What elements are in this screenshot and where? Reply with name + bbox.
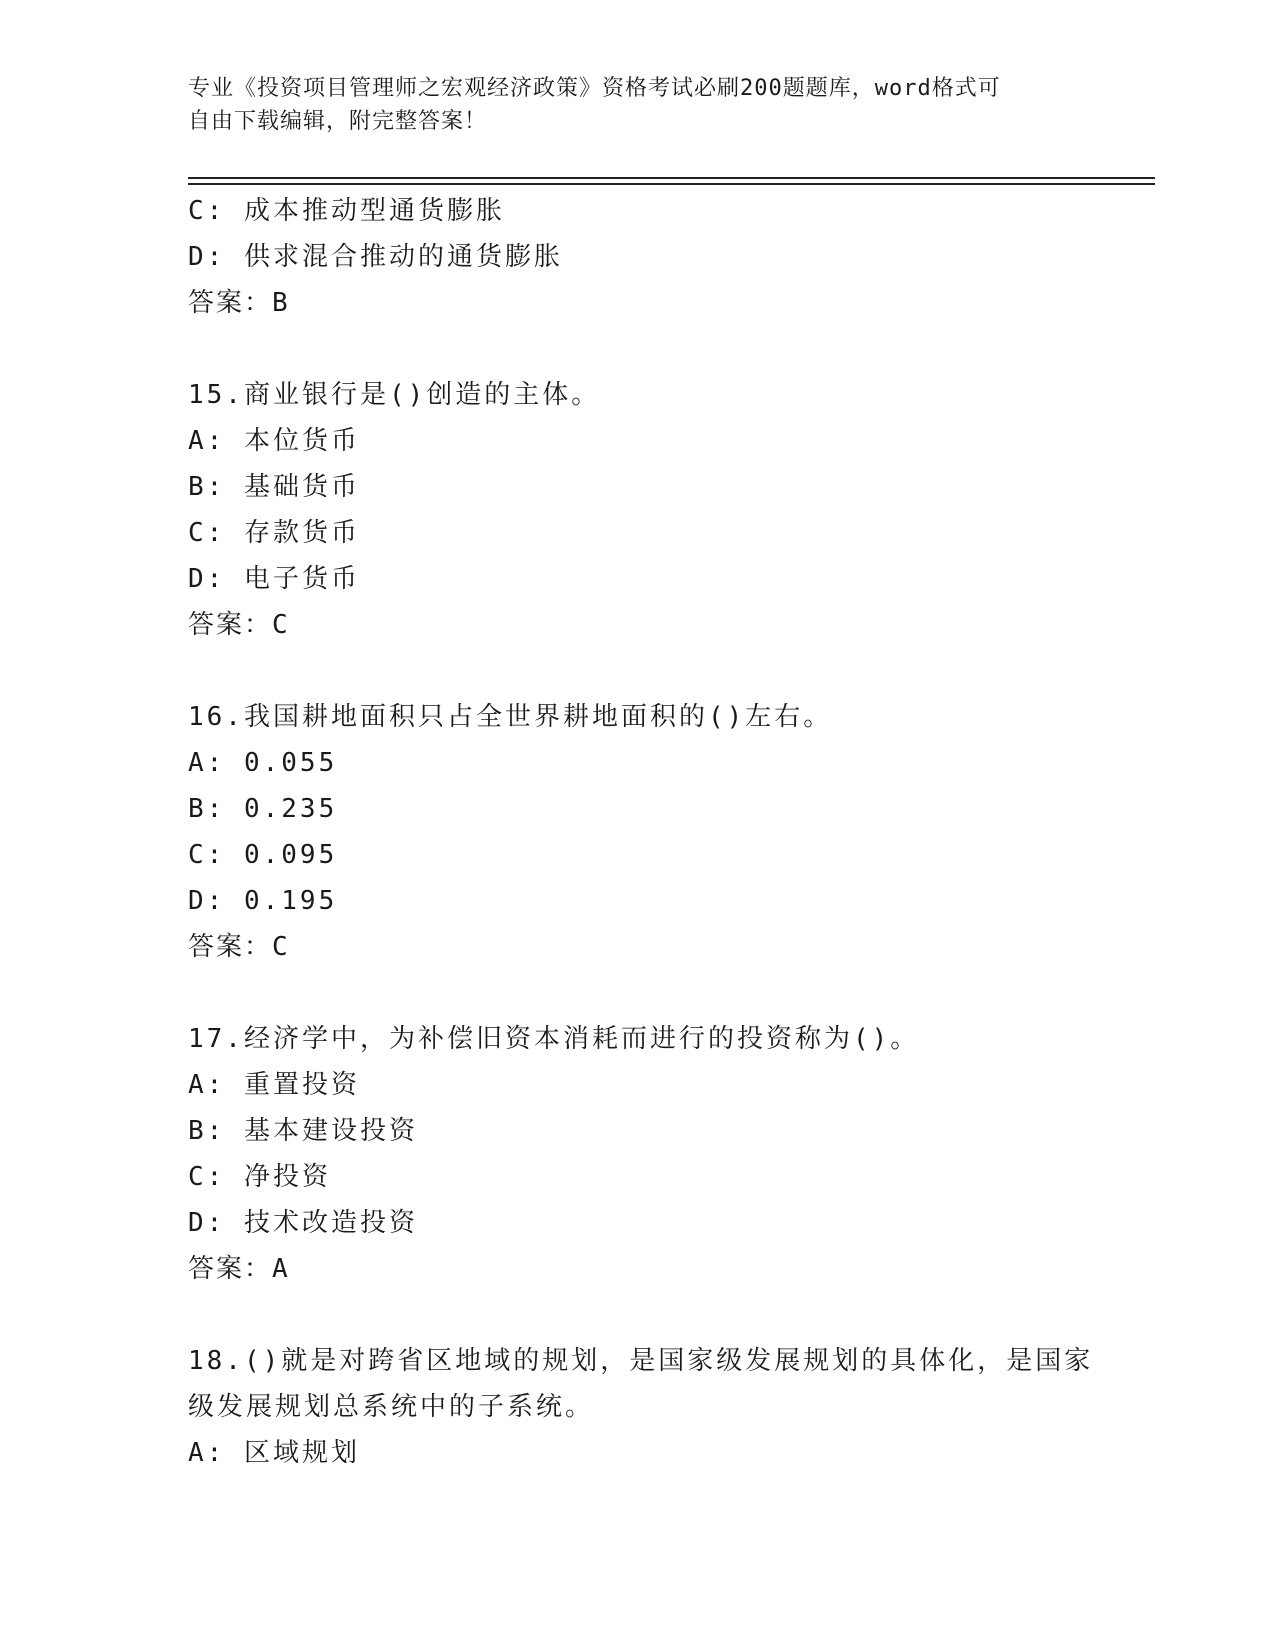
- header-divider-top: [188, 177, 1155, 179]
- option-d: D: 0.195: [188, 886, 338, 916]
- document-header: [188, 72, 1088, 138]
- question-18: [188, 1338, 1094, 1476]
- answer-line: 答案：C: [188, 932, 290, 962]
- option-d: D: 供求混合推动的通货膨胀: [188, 242, 563, 272]
- option-b: B: 基础货币: [188, 472, 360, 502]
- question-15: [188, 372, 1088, 648]
- question-16: [188, 694, 1088, 970]
- option-a: A: 重置投资: [188, 1070, 360, 1100]
- option-c: C: 成本推动型通货膨胀: [188, 196, 505, 226]
- question-17: [188, 1016, 1088, 1292]
- question-text: 15.商业银行是()创造的主体。: [188, 380, 601, 410]
- option-a: A: 本位货币: [188, 426, 360, 456]
- question-text: 17.经济学中，为补偿旧资本消耗而进行的投资称为()。: [188, 1024, 920, 1054]
- question-text-line-2: 级发展规划总系统中的子系统。: [188, 1392, 595, 1422]
- header-divider-bottom: [188, 183, 1155, 185]
- previous-question-tail: [188, 188, 1088, 326]
- answer-line: 答案：B: [188, 288, 290, 318]
- answer-line: 答案：C: [188, 610, 290, 640]
- option-b: B: 0.235: [188, 794, 338, 824]
- option-c: C: 0.095: [188, 840, 338, 870]
- option-b: B: 基本建设投资: [188, 1116, 418, 1146]
- option-a: A: 0.055: [188, 748, 338, 778]
- option-d: D: 电子货币: [188, 564, 360, 594]
- option-a: A: 区域规划: [188, 1438, 360, 1468]
- option-c: C: 存款货币: [188, 518, 360, 548]
- option-c: C: 净投资: [188, 1162, 331, 1192]
- question-text-line-1: 18.()就是对跨省区地域的规划，是国家级发展规划的具体化，是国家: [188, 1346, 1094, 1376]
- header-line-2: 自由下载编辑，附完整答案！: [188, 109, 488, 134]
- option-d: D: 技术改造投资: [188, 1208, 418, 1238]
- question-text: 16.我国耕地面积只占全世界耕地面积的()左右。: [188, 702, 833, 732]
- header-line-1: 专业《投资项目管理师之宏观经济政策》资格考试必刷200题题库，word格式可: [188, 76, 1001, 101]
- answer-line: 答案：A: [188, 1254, 290, 1284]
- document-body: [188, 188, 1094, 1476]
